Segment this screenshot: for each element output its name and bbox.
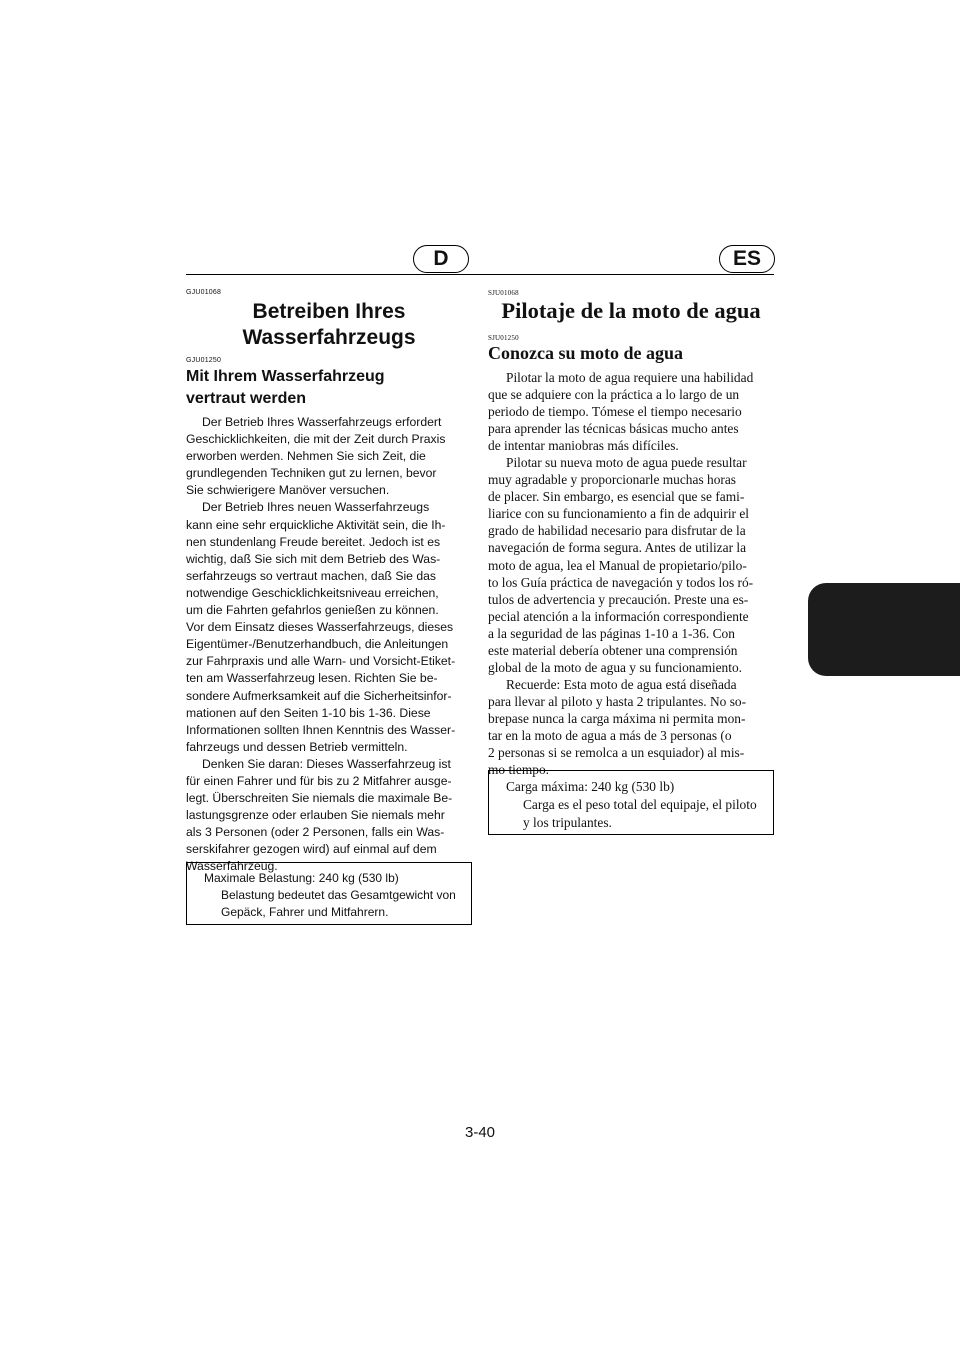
text-line: este material debería obtener una comprensión xyxy=(488,642,738,658)
language-badge-german xyxy=(413,245,469,273)
text-line: serskifahrer gezogen wird) auf einmal auf dem xyxy=(186,842,437,857)
text-line: grundlegenden Techniken gut zu lernen, bevor xyxy=(186,466,437,481)
language-code-label: ES xyxy=(732,247,761,270)
text-line: de placer. Sin embargo, es esencial que se fami- xyxy=(488,489,745,505)
text-line: to los Guía práctica de navegación y todos los ró- xyxy=(488,574,754,590)
text-line: mationen auf den Seiten 1-10 bis 1-36. Diese xyxy=(186,705,431,720)
note-description-line: Belastung bedeutet das Gesamtgewicht von xyxy=(221,888,456,902)
text-line: que se adquiere con la práctica a lo largo de un xyxy=(488,387,740,403)
page-number: 3-40 xyxy=(464,1124,496,1141)
text-line: wichtig, daß Sie sich mit dem Betrieb des Was- xyxy=(186,551,441,566)
text-line: erworben werden. Nehmen Sie sich Zeit, die xyxy=(186,449,426,464)
spanish-paragraph-3 xyxy=(488,676,774,778)
text-line: global de la moto de agua y su funcionamiento. xyxy=(488,659,742,675)
text-line: serfahrzeugs so vertraut machen, daß Sie das xyxy=(186,568,436,583)
text-line: tar en la moto de agua a más de 3 personas (o xyxy=(488,727,732,743)
german-load-note-box xyxy=(186,862,472,925)
german-title-line: Betreiben Ihres xyxy=(252,300,406,323)
text-line: 2 personas si se remolca a un esquiador) al mis- xyxy=(488,745,745,761)
text-line: legt. Überschreiten Sie niemals die maximale Be- xyxy=(186,791,453,806)
german-section-title xyxy=(186,299,472,351)
text-line: Recuerde: Esta moto de agua está diseñada xyxy=(506,676,737,692)
text-line: um die Fahrten gefahrlos genießen zu können. xyxy=(186,603,439,618)
german-subtitle-line: Mit Ihrem Wasserfahrzeug xyxy=(186,368,385,385)
german-section-code: GJU01068 xyxy=(186,289,222,296)
spanish-subsection-code: SJU01250 xyxy=(488,334,519,342)
text-line: para aprender las técnicas básicas mucho antes xyxy=(488,421,739,437)
text-line: Vor dem Einsatz dieses Wasserfahrzeugs, dieses xyxy=(186,620,454,635)
text-line: tulos de advertencia y precaución. Preste una es- xyxy=(488,591,749,607)
text-line: lastungsgrenze oder erlauben Sie niemals mehr xyxy=(186,808,445,823)
text-line: a la seguridad de las páginas 1-10 a 1-36. Con xyxy=(488,625,735,641)
text-line: brepase nunca la carga máxima ni permita mon- xyxy=(488,710,746,726)
text-line: Pilotar su nueva moto de agua puede resultar xyxy=(506,455,747,471)
spanish-load-note-box xyxy=(488,770,774,835)
text-line: Der Betrieb Ihres Wasserfahrzeugs erfordert xyxy=(202,415,442,429)
text-line: periodo de tiempo. Tómese el tiempo necesario xyxy=(488,404,742,420)
spanish-section-code: SJU01068 xyxy=(488,289,519,297)
text-line: Eigentümer-/Benutzerhandbuch, die Anleitungen xyxy=(186,637,449,652)
text-line: grado de habilidad necesario para disfrutar de la xyxy=(488,523,746,539)
text-line: als 3 Personen (oder 2 Personen, falls ein Was- xyxy=(186,825,445,840)
text-line: moto de agua, lea el Manual de propietario/pilo- xyxy=(488,557,747,573)
spanish-paragraph-2 xyxy=(488,454,774,676)
language-code-label: D xyxy=(433,247,449,270)
german-paragraph-1 xyxy=(186,414,472,499)
spanish-body-text xyxy=(488,369,774,778)
german-paragraph-3 xyxy=(186,756,472,876)
text-line: zur Fahrpraxis und alle Warn- und Vorsicht-Etiket- xyxy=(186,654,456,669)
text-line: ten am Wasserfahrzeug lesen. Richten Sie be- xyxy=(186,671,438,686)
text-line: liarice con su funcionamiento a fin de adquirir el xyxy=(488,506,750,522)
text-line: pecial atención a la información correspondiente xyxy=(488,608,749,624)
text-line: de intentar maniobras más difíciles. xyxy=(488,438,679,454)
spanish-paragraph-1 xyxy=(488,369,774,454)
german-subsection-code: GJU01250 xyxy=(186,357,222,364)
text-line: notwendige Geschicklichkeitsniveau erreichen, xyxy=(186,585,439,600)
note-title: Maximale Belastung: 240 kg (530 lb) xyxy=(204,871,399,885)
language-badge-spanish xyxy=(719,245,775,273)
note-title: Carga máxima: 240 kg (530 lb) xyxy=(506,779,675,794)
text-line: Sie schwierigere Manöver versuchen. xyxy=(186,483,390,498)
text-line: para llevar al piloto y hasta 2 tripulantes. No so- xyxy=(488,693,747,709)
header-rule xyxy=(186,274,774,275)
text-line: für einen Fahrer und für bis zu 2 Mitfahrer ausge- xyxy=(186,773,452,788)
note-description-line: Gepäck, Fahrer und Mitfahrern. xyxy=(221,905,389,919)
note-description-line: Carga es el peso total del equipaje, el piloto xyxy=(523,797,757,812)
german-body-text xyxy=(186,414,472,876)
text-line: Der Betrieb Ihres neuen Wasserfahrzeugs xyxy=(202,500,430,515)
german-subtitle-line: vertraut werden xyxy=(186,390,307,407)
spanish-section-title: Pilotaje de la moto de agua xyxy=(501,298,761,323)
text-line: Geschicklichkeiten, die mit der Zeit durch Praxis xyxy=(186,432,446,447)
german-subsection-title xyxy=(186,366,472,410)
text-line: muy agradable y proporcionarle muchas horas xyxy=(488,472,737,488)
text-line: navegación de forma segura. Antes de utilizar la xyxy=(488,540,747,556)
text-line: Denken Sie daran: Dieses Wasserfahrzeug ist xyxy=(202,756,451,771)
text-line: mo tiempo. xyxy=(488,762,549,778)
german-title-line: Wasserfahrzeugs xyxy=(242,326,416,349)
note-description-line: y los tripulantes. xyxy=(523,815,612,830)
text-line: sondere Aufmerksamkeit auf die Sicherheitsinfor- xyxy=(186,688,452,703)
text-line: kann eine sehr erquickliche Aktivität sein, die Ih- xyxy=(186,517,446,532)
text-line: nen stundenlang Freude bereitet. Jedoch ist es xyxy=(186,534,441,549)
text-line: Pilotar la moto de agua requiere una habilidad xyxy=(506,370,754,385)
spanish-subsection-title: Conozca su moto de agua xyxy=(488,343,684,363)
german-paragraph-2 xyxy=(186,499,472,755)
chapter-side-tab xyxy=(808,583,960,676)
text-line: Informationen sollten Ihnen Kenntnis des Wasser- xyxy=(186,722,456,737)
text-line: Wasserfahrzeug. xyxy=(186,859,278,874)
text-line: fahrzeugs und dessen Betrieb vermitteln. xyxy=(186,739,408,754)
